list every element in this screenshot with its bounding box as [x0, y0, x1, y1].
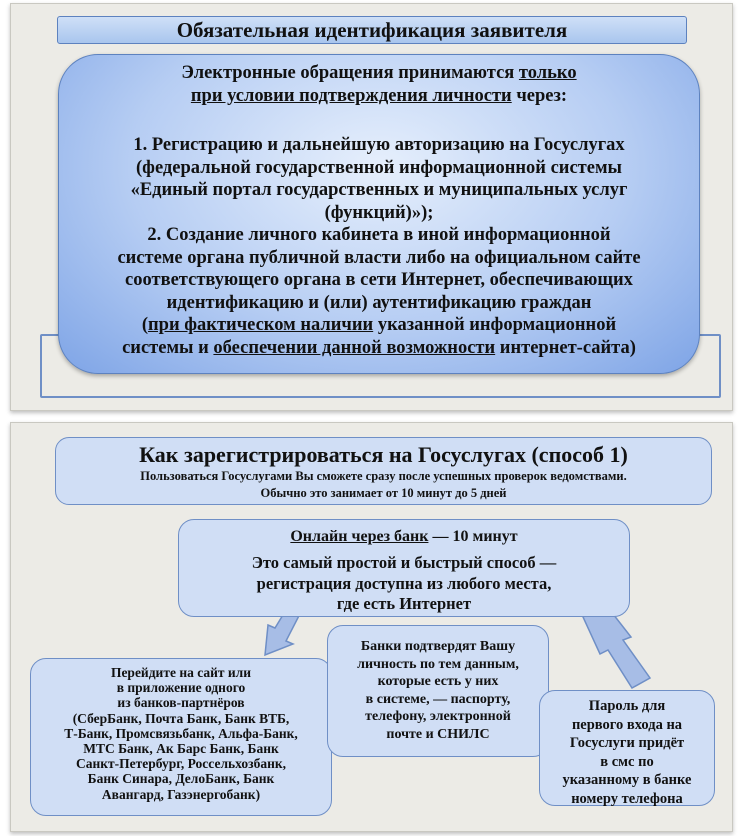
item1-line: «Единый портал государственных и муниципальных услуг: [130, 180, 628, 200]
item2-underlined-2: обеспечении данной возможности: [213, 337, 496, 358]
pass-body-line: первого входа на: [571, 716, 683, 733]
pass-body-line: в смс по: [600, 753, 654, 770]
item2-tail-mid: указанной информационной: [373, 315, 617, 335]
item2-line: 2. Создание личного кабинета в иной информационной: [147, 225, 611, 245]
site-body-line: из банков-партнёров: [117, 695, 245, 711]
verify-body-line: Банки подтвердят Вашу: [360, 639, 516, 654]
bank-body-line: где есть Интернет: [336, 594, 472, 613]
item2-tail2-b: интернет-сайта): [495, 337, 636, 358]
pass-body-line: Пароль для: [588, 698, 666, 714]
site-body-line: Авангард, Газэнергобанк): [101, 786, 261, 802]
item1-line: (федеральной государственной информационной системы: [136, 157, 622, 178]
site-body-line: в приложение одного: [116, 680, 246, 696]
intro-only-underlined: только: [518, 63, 577, 83]
item1-line: 1. Регистрацию и дальнейшую авторизацию на Госуслугах: [133, 135, 625, 155]
site-body-line: Т-Банк, Промсвязьбанк, Альфа-Банк,: [64, 725, 298, 741]
bank-online-box: [178, 519, 630, 617]
site-body-line: Санкт-Петербург, Россельхозбанк,: [75, 756, 286, 772]
item2-line: соответствующего органа в сети Интернет, обеспечивающих: [125, 270, 633, 290]
slide1-title: Обязательная идентификация заявителя: [57, 16, 687, 44]
item1-line: (функций)»);: [324, 202, 434, 223]
verify-body-line: личность по тем данным,: [357, 656, 519, 672]
arrow-up-icon: [583, 605, 650, 688]
site-body-line: Перейдите на сайт или: [110, 665, 252, 680]
intro-line2-tail: через:: [511, 85, 568, 106]
pass-body-line: указанному в банке: [562, 772, 692, 788]
pass-body-line: номеру телефона: [571, 790, 683, 807]
slide2-subtitle-line: Обычно это занимает от 10 минут до 5 дней: [260, 486, 507, 500]
bank-body-line: Это самый простой и быстрый способ —: [251, 553, 557, 572]
site-body-line: (СберБанк, Почта Банк, Банк ВТБ,: [72, 710, 290, 726]
item2-line: идентификацию и (или) аутентификацию граждан: [166, 292, 592, 313]
verify-body-line: почте и СНИЛС: [386, 726, 490, 742]
bank-verification-box: [327, 625, 549, 757]
intro-identity-underlined: при условии подтверждения личности: [190, 85, 512, 106]
bank-title-rest: — 10 минут: [428, 528, 518, 545]
verify-body-line: которые есть у них: [377, 674, 499, 689]
verify-body-line: телефону, электронной: [365, 709, 511, 724]
site-body-line: Банк Синара, ДелоБанк, Банк: [87, 771, 275, 787]
intro-line1: Электронные обращения принимаются: [181, 63, 519, 83]
password-sms-box: [539, 690, 715, 806]
partner-banks-box: [30, 658, 332, 816]
item2-tail2-a: системы и: [122, 337, 214, 358]
site-body-line: МТС Банк, Ак Барс Банк, Банк: [83, 741, 279, 757]
item2-underlined-1: при фактическом наличии: [148, 315, 374, 335]
slide2-title: Как зарегистрироваться на Госуслугах (способ 1): [139, 442, 628, 467]
bank-body-line: регистрация доступна из любого места,: [256, 573, 552, 593]
item2-line: системе органа публичной власти либо на официальном сайте: [117, 247, 641, 268]
verify-body-line: в системе, — паспорту,: [365, 691, 511, 707]
item2-tail-open: (: [141, 315, 149, 335]
slide2-subtitle-line: Пользоваться Госуслугами Вы сможете сразу после успешных проверок ведомствами.: [140, 469, 627, 483]
pass-body-line: Госуслуги придёт: [569, 735, 685, 751]
bank-title-underlined: Онлайн через банк: [290, 528, 429, 545]
